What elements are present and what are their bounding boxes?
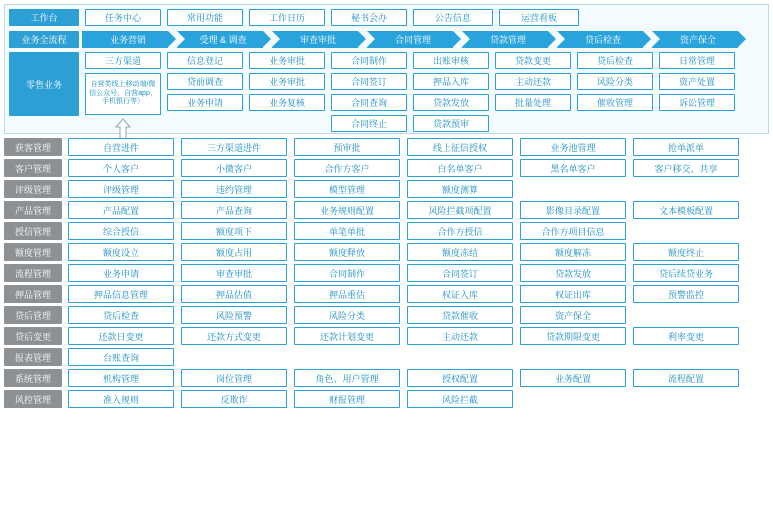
module-item-limit-occupy[interactable]: 额度占用	[181, 243, 287, 261]
module-item-limit-release[interactable]: 额度释放	[294, 243, 400, 261]
module-item-interest-rate-change[interactable]: 利率变更	[633, 327, 739, 345]
module-item-collateral-valuation[interactable]: 押品估值	[181, 285, 287, 303]
module-item-repay-date-change[interactable]: 还款日变更	[68, 327, 174, 345]
module-item-partner-project-info[interactable]: 合作方项目信息	[520, 222, 626, 240]
module-item-personal-customer[interactable]: 个人客户	[68, 159, 174, 177]
module-item-pre-approval[interactable]: 预审批	[294, 138, 400, 156]
module-item-rating-management[interactable]: 评级管理	[68, 180, 174, 198]
module-item-financial-report[interactable]: 财报管理	[294, 390, 400, 408]
module-item-third-party-intake[interactable]: 三方渠道进件	[181, 138, 287, 156]
module-label-report: 报表管理	[4, 348, 62, 366]
upward-arrow-icon	[85, 118, 161, 140]
module-item-text-template-config[interactable]: 文本模板配置	[633, 201, 739, 219]
module-label-process: 流程管理	[4, 264, 62, 282]
module-item-limit-terminate[interactable]: 额度终止	[633, 243, 739, 261]
module-row-limit	[4, 243, 769, 261]
module-item-product-config[interactable]: 产品配置	[68, 201, 174, 219]
module-item-product-query[interactable]: 产品查询	[181, 201, 287, 219]
block-item-litigation-management[interactable]: 诉讼管理	[659, 94, 735, 111]
module-item-risk-classification[interactable]: 风险分类	[294, 306, 400, 324]
block-item-batch-processing[interactable]: 批量处理	[495, 94, 571, 111]
flow-step-acceptance-investigation[interactable]: 受理 & 调查	[177, 31, 263, 48]
module-row-post-loan	[4, 306, 769, 324]
block-item-risk-classification[interactable]: 风险分类	[577, 73, 653, 90]
module-row-post-loan-change	[4, 327, 769, 345]
flow-step-loan-management[interactable]: 贷款管理	[462, 31, 548, 48]
module-item-business-rule-config[interactable]: 业务规则配置	[294, 201, 400, 219]
flow-step-review-approval[interactable]: 审查审批	[272, 31, 358, 48]
block-item-contract-terminate[interactable]: 合同终止	[331, 115, 407, 132]
flow-step-post-loan-check[interactable]: 贷后检查	[557, 31, 643, 48]
module-item-active-repayment[interactable]: 主动还款	[407, 327, 513, 345]
column-disbursement	[410, 50, 492, 141]
module-grid	[4, 138, 769, 411]
flow-step-marketing[interactable]: 业务营销	[82, 31, 168, 48]
module-label-product: 产品管理	[4, 201, 62, 219]
module-item-renewal-business[interactable]: 贷后续贷业务	[633, 264, 739, 282]
block-item-collateral-in[interactable]: 押品入库	[413, 73, 489, 90]
block-item-business-application[interactable]: 业务申请	[167, 94, 243, 111]
column-contract	[328, 50, 410, 141]
module-item-comprehensive-credit[interactable]: 综合授信	[68, 222, 174, 240]
module-item-limit-setup[interactable]: 额度设立	[68, 243, 174, 261]
block-item-contract-query[interactable]: 合同查询	[331, 94, 407, 111]
module-item-single-approval[interactable]: 单笔单批	[294, 222, 400, 240]
module-item-repay-method-change[interactable]: 还款方式变更	[181, 327, 287, 345]
module-item-position-management[interactable]: 岗位管理	[181, 369, 287, 387]
module-item-ledger-query[interactable]: 台账查询	[68, 348, 174, 366]
module-item-customer-transfer[interactable]: 客户移交、共享	[633, 159, 739, 177]
module-item-process-config[interactable]: 流程配置	[633, 369, 739, 387]
module-item-whitelist-customer[interactable]: 白名单客户	[407, 159, 513, 177]
block-item-business-approval-2[interactable]: 业务审批	[249, 73, 325, 90]
module-item-micro-customer[interactable]: 小微客户	[181, 159, 287, 177]
module-item-anti-fraud[interactable]: 反欺诈	[181, 390, 287, 408]
module-label-customer: 客户管理	[4, 159, 62, 177]
module-row-report	[4, 348, 769, 366]
column-loan-change	[492, 50, 574, 141]
module-item-image-catalog-config[interactable]: 影像目录配置	[520, 201, 626, 219]
process-flow-row	[5, 28, 768, 50]
column-post-loan	[574, 50, 656, 141]
module-item-warning-monitor[interactable]: 预警监控	[633, 285, 739, 303]
module-item-admission-rule[interactable]: 准入规则	[68, 390, 174, 408]
workbench-item-task-center[interactable]: 任务中心	[85, 9, 161, 26]
row-label-retail-business: 零售业务	[9, 52, 79, 116]
workbench-item-work-calendar[interactable]: 工作日历	[249, 9, 325, 26]
module-row-acquisition	[4, 138, 769, 156]
block-item-asset-disposal[interactable]: 资产处置	[659, 73, 735, 90]
module-item-loan-term-change[interactable]: 贷款期限变更	[520, 327, 626, 345]
row-label-business-process: 业务全流程	[9, 31, 79, 48]
workbench-row	[5, 5, 768, 28]
workbench-item-announcements[interactable]: 公告信息	[413, 9, 493, 26]
module-label-limit: 额度管理	[4, 243, 62, 261]
module-label-collateral: 押品管理	[4, 285, 62, 303]
block-item-collection-management[interactable]: 催收管理	[577, 94, 653, 111]
module-item-repay-plan-change[interactable]: 还款计划变更	[294, 327, 400, 345]
block-item-contract-make[interactable]: 合同制作	[331, 52, 407, 69]
module-label-post-loan: 贷后管理	[4, 306, 62, 324]
module-item-organization-management[interactable]: 机构管理	[68, 369, 174, 387]
module-row-process	[4, 264, 769, 282]
block-item-business-recheck[interactable]: 业务复核	[249, 94, 325, 111]
module-row-product	[4, 201, 769, 219]
module-label-risk: 风控管理	[4, 390, 62, 408]
module-label-acquisition: 获客管理	[4, 138, 62, 156]
block-item-contract-sign[interactable]: 合同签订	[331, 73, 407, 90]
channel-third-party[interactable]: 三方渠道	[85, 52, 161, 69]
module-item-authorization-config[interactable]: 授权配置	[407, 369, 513, 387]
module-item-partner-credit[interactable]: 合作方授信	[407, 222, 513, 240]
block-item-info-registration[interactable]: 信息登记	[167, 52, 243, 69]
column-approval	[246, 50, 328, 141]
module-item-asset-preservation[interactable]: 资产保全	[520, 306, 626, 324]
module-item-partner-customer[interactable]: 合作方客户	[294, 159, 400, 177]
column-registration	[164, 50, 246, 141]
block-item-post-loan-check[interactable]: 贷后检查	[577, 52, 653, 69]
block-item-loan-change[interactable]: 贷款变更	[495, 52, 571, 69]
module-item-online-credit-auth[interactable]: 线上征信授权	[407, 138, 513, 156]
module-row-collateral	[4, 285, 769, 303]
block-item-loan-disbursement[interactable]: 贷款发放	[413, 94, 489, 111]
module-item-loan-disbursement[interactable]: 贷款发放	[520, 264, 626, 282]
module-item-loan-collection[interactable]: 贷款催收	[407, 306, 513, 324]
block-item-active-repayment[interactable]: 主动还款	[495, 73, 571, 90]
module-item-contract-production[interactable]: 合同制作	[294, 264, 400, 282]
module-item-blacklist-customer[interactable]: 黑名单客户	[520, 159, 626, 177]
row-label-workbench: 工作台	[9, 9, 79, 26]
block-item-payout-review[interactable]: 出账审核	[413, 52, 489, 69]
module-item-sub-limit[interactable]: 额度项下	[181, 222, 287, 240]
module-item-collateral-revaluation[interactable]: 押品重估	[294, 285, 400, 303]
module-label-credit: 授信管理	[4, 222, 62, 240]
module-item-certificate-out[interactable]: 权证出库	[520, 285, 626, 303]
module-row-risk	[4, 390, 769, 408]
block-item-business-approval-1[interactable]: 业务审批	[249, 52, 325, 69]
flow-step-asset-preservation[interactable]: 资产保全	[652, 31, 738, 48]
block-item-loan-pre-review[interactable]: 贷款预审	[413, 115, 489, 132]
module-item-self-intake[interactable]: 自营进件	[68, 138, 174, 156]
module-item-review-approval[interactable]: 审查审批	[181, 264, 287, 282]
module-item-collateral-info[interactable]: 押品信息管理	[68, 285, 174, 303]
module-item-business-pool[interactable]: 业务池管理	[520, 138, 626, 156]
module-item-limit-calculation[interactable]: 额度测算	[407, 180, 513, 198]
module-item-business-config[interactable]: 业务配置	[520, 369, 626, 387]
module-item-post-loan-check[interactable]: 贷后检查	[68, 306, 174, 324]
module-label-post-loan-change: 贷后变更	[4, 327, 62, 345]
module-item-risk-warning[interactable]: 风险预警	[181, 306, 287, 324]
module-item-contract-signing[interactable]: 合同签订	[407, 264, 513, 282]
block-item-pre-loan-investigation[interactable]: 贷前调查	[167, 73, 243, 90]
module-label-rating: 评级管理	[4, 180, 62, 198]
channel-note: 自营类线上移动端/微信公众号、自营app、手机银行等）	[85, 73, 161, 115]
module-item-risk-block[interactable]: 风险拦截	[407, 390, 513, 408]
module-row-system	[4, 369, 769, 387]
module-row-credit	[4, 222, 769, 240]
module-item-business-application[interactable]: 业务申请	[68, 264, 174, 282]
channel-column	[82, 50, 164, 141]
retail-label-column	[5, 50, 82, 141]
module-item-limit-unfreeze[interactable]: 额度解冻	[520, 243, 626, 261]
module-item-order-dispatch[interactable]: 抢单派单	[633, 138, 739, 156]
module-item-certificate-in[interactable]: 权证入库	[407, 285, 513, 303]
column-asset	[656, 50, 738, 141]
block-item-daily-management[interactable]: 日常管理	[659, 52, 735, 69]
module-row-customer	[4, 159, 769, 177]
retail-business-block	[5, 50, 768, 141]
workbench-item-secretary[interactable]: 秘书会办	[331, 9, 407, 26]
module-label-system: 系统管理	[4, 369, 62, 387]
module-item-default-management[interactable]: 违约管理	[181, 180, 287, 198]
module-item-risk-block-config[interactable]: 风险拦截项配置	[407, 201, 513, 219]
flow-step-contract[interactable]: 合同管理	[367, 31, 453, 48]
workbench-item-common-functions[interactable]: 常用功能	[167, 9, 243, 26]
module-item-model-management[interactable]: 模型管理	[294, 180, 400, 198]
top-panel	[4, 4, 769, 134]
module-item-role-user-management[interactable]: 角色、用户管理	[294, 369, 400, 387]
module-row-rating	[4, 180, 769, 198]
workbench-item-operation-board[interactable]: 运营看板	[499, 9, 579, 26]
module-item-limit-freeze[interactable]: 额度冻结	[407, 243, 513, 261]
